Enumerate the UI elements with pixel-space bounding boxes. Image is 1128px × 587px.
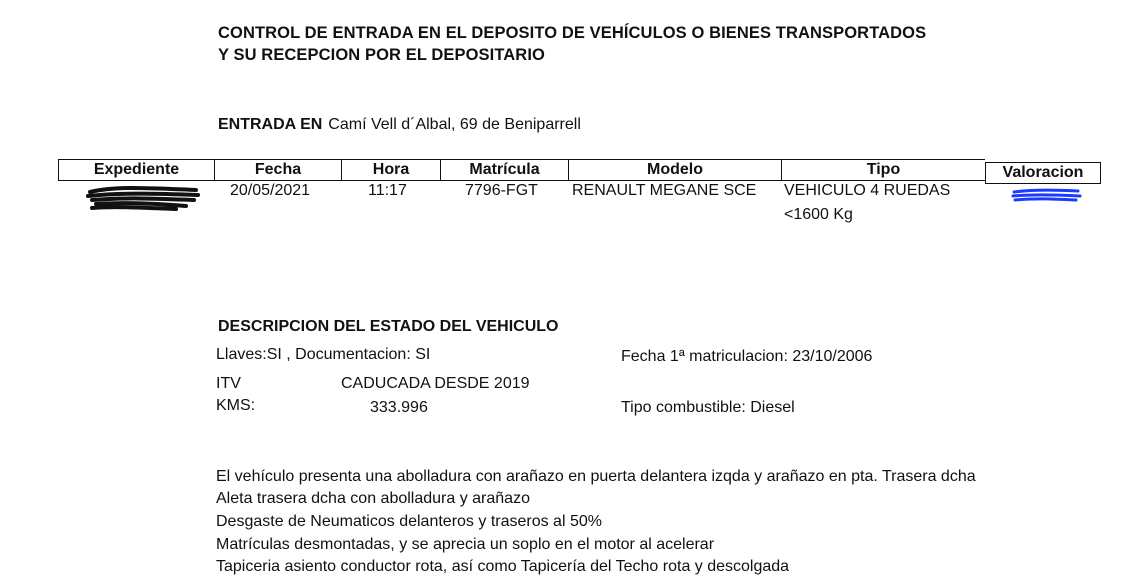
entrada-label: ENTRADA EN [218, 116, 323, 133]
kms-value: 333.996 [370, 399, 428, 416]
header-expediente: Expediente [58, 159, 214, 181]
cell-tipo-line2: <1600 Kg [784, 206, 853, 223]
observacion-line: El vehículo presenta una abolladura con arañazo en puerta delantera izqda y arañazo en pta. Trasera dcha [216, 468, 976, 485]
observacion-line: Matrículas desmontadas, y se aprecia un soplo en el motor al acelerar [216, 536, 715, 553]
entrada-value: Camí Vell d´Albal, 69 de Beniparrell [328, 116, 581, 133]
redacted-valoracion-scribble [1010, 186, 1082, 206]
cell-matricula: 7796-FGT [465, 182, 538, 199]
redacted-expediente-scribble [86, 184, 201, 214]
header-modelo: Modelo [568, 159, 781, 181]
entrada-line [218, 116, 581, 134]
cell-tipo-line1: VEHICULO 4 RUEDAS [784, 182, 951, 199]
header-matricula: Matrícula [440, 159, 568, 181]
llaves-documentacion: Llaves:SI , Documentacion: SI [216, 346, 431, 363]
fecha-primera-matriculacion: Fecha 1ª matriculacion: 23/10/2006 [621, 348, 873, 365]
itv-label: ITV [216, 375, 241, 392]
observacion-line: Tapiceria asiento conductor rota, así como Tapicería del Techo rota y descolgada [216, 558, 790, 575]
cell-fecha: 20/05/2021 [230, 182, 311, 199]
cell-modelo: RENAULT MEGANE SCE [572, 182, 757, 199]
cell-hora: 11:17 [368, 182, 407, 199]
document-title-line1: CONTROL DE ENTRADA EN EL DEPOSITO DE VEHÍCULOS O BIENES TRANSPORTADOS [218, 24, 927, 42]
observacion-line: Aleta trasera dcha con abolladura y arañazo [216, 490, 530, 507]
itv-value: CADUCADA DESDE 2019 [341, 375, 530, 392]
kms-label: KMS: [216, 397, 256, 414]
header-tipo: Tipo [781, 159, 985, 181]
header-valoracion: Valoracion [985, 162, 1101, 184]
observacion-line: Desgaste de Neumaticos delanteros y traseros al 50% [216, 513, 602, 530]
tipo-combustible: Tipo combustible: Diesel [621, 399, 795, 416]
estado-section-title: DESCRIPCION DEL ESTADO DEL VEHICULO [218, 318, 559, 335]
table-header-row [58, 159, 1101, 181]
header-fecha: Fecha [214, 159, 341, 181]
document-title-line2: Y SU RECEPCION POR EL DEPOSITARIO [218, 46, 545, 64]
header-hora: Hora [341, 159, 440, 181]
